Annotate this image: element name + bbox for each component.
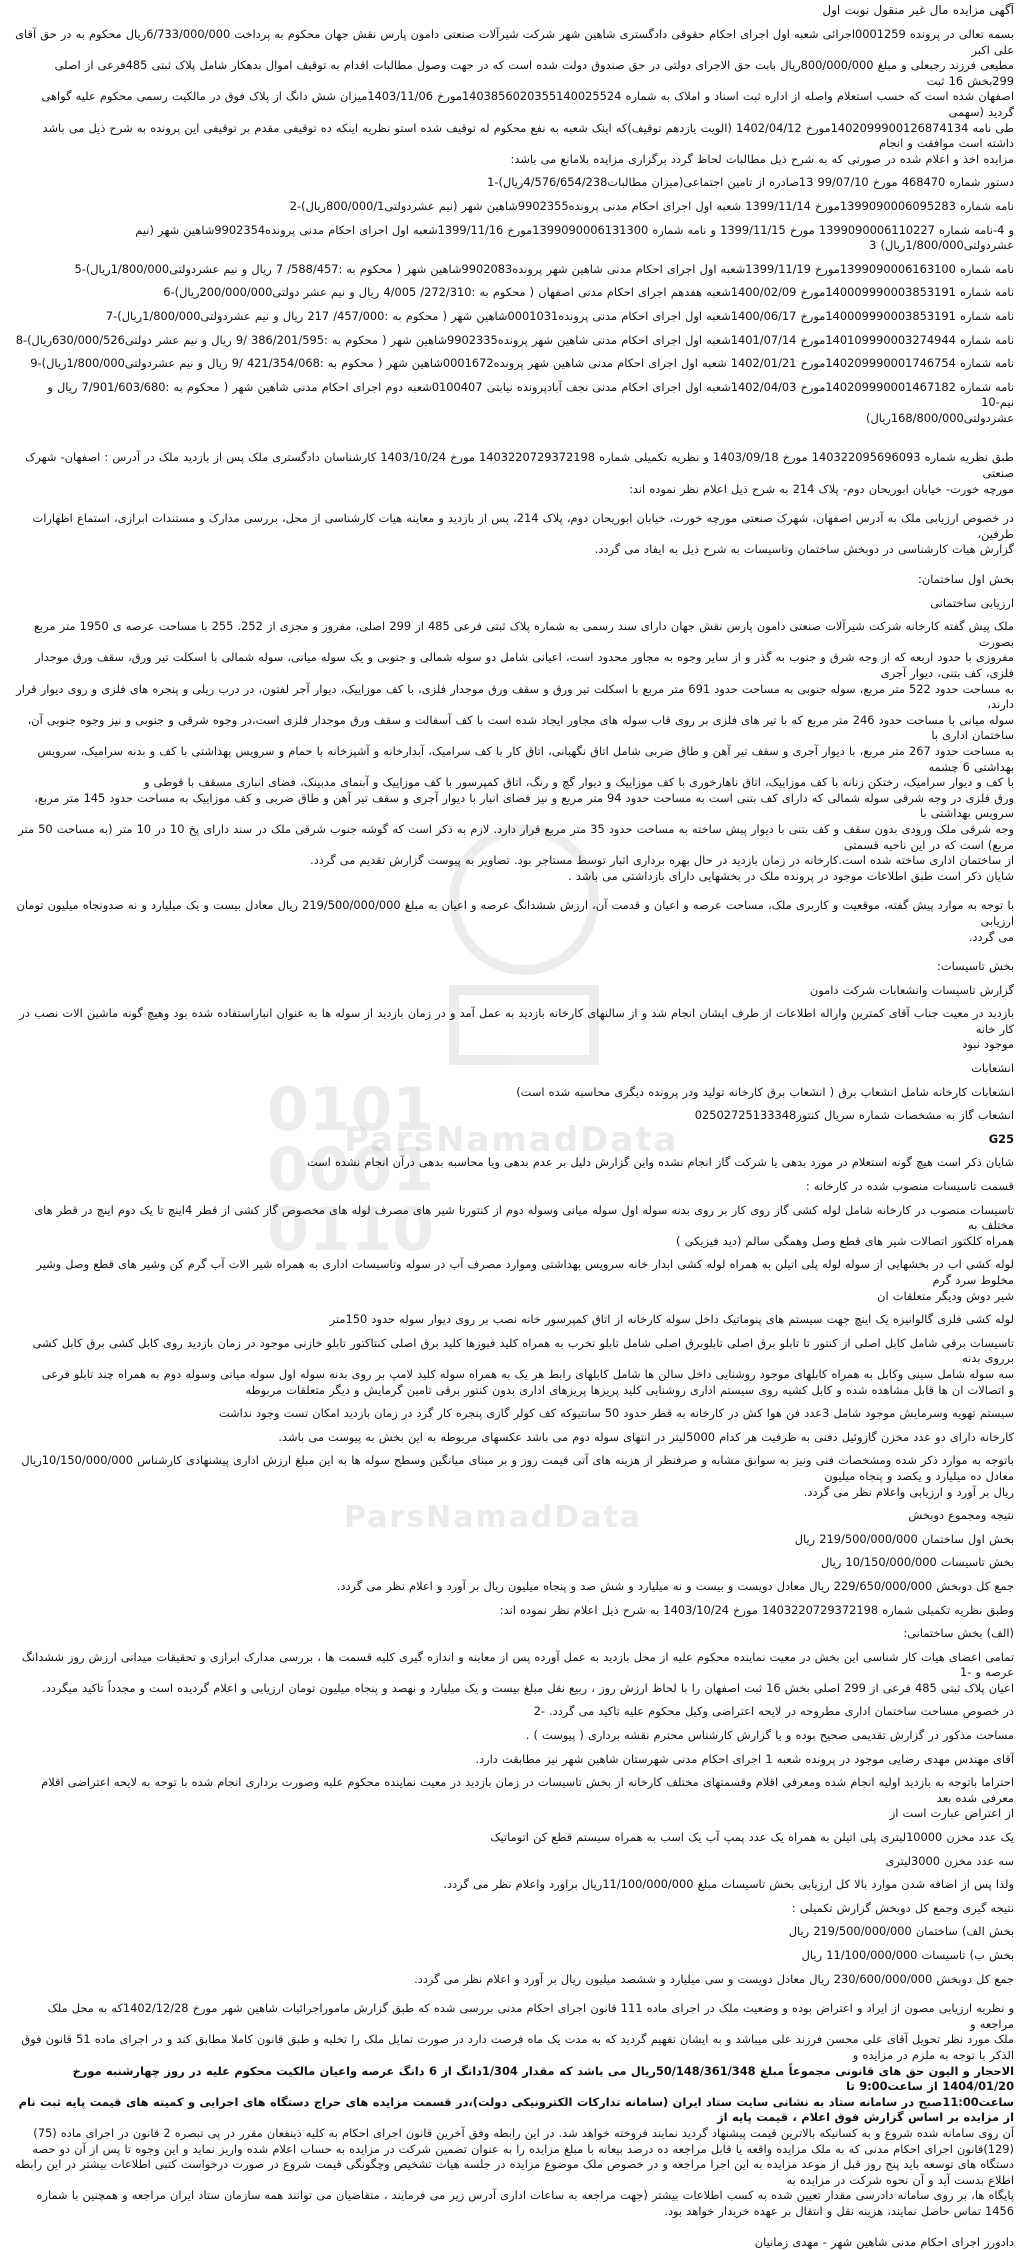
intro-line: طی نامه 1402099900126874134مورخ 1402/04/12 (الویت یازدهم توقیف)که اینک شعبه به نفع محکوم له توقیف شده استو نظریه اینکه ده توقیفی مقدم بر توقیفی این پرونده به شرح ذیل می باشد داشته است موافقت و انجام — [42, 120, 1014, 151]
supplementary-summary-total: جمع کل دوبخش 230/600/000/000 ریال معادل دویست و سی میلیارد و ششصد میلیون ریال بر آورد و اعلام نظر می گردد. — [414, 1971, 1014, 1986]
building-note: شایان ذکر است طبق اطلاعات موجود در پرونده ملک در بخشهایی دارای بازداشتی می باشد . — [568, 868, 1014, 883]
section-subheading: ارزیابی ساختمانی — [930, 595, 1014, 610]
installed-line: کارخانه دارای دو عدد مخزن گازوئیل دفنی به ظرفیت هر کدام 5000لیتر در انتهای سوله دوم می باشد عکسهای مربوطه به این بخش به پیوست می باشد. — [278, 1429, 1014, 1444]
supplementary-part-a2-line: در خصوص مساحت ساختمان اداری مطروحه در لایحه اعتراضی وکیل محکوم علیه تاکید می گردد. -2 — [533, 1704, 1014, 1719]
auction-line: ملک مورد نظر تحویل آقای علی محسن فرزند علی میباشد و به ایشان تفهیم گردید که به مدت یک ماه فرصت دارد در صورت تمایل ملک را تخلیه و طبق قانون کاملا مطابق کند و در اجرای ماده 51 قانون فوق الذکر با توجه به ملزم در مزایده و — [21, 2032, 1014, 2062]
supplementary-part-b-line: از اعتراض عبارت است از — [889, 1806, 1014, 1821]
supplementary-part-b-line: سه عدد مخزن 3000لیتری — [885, 1853, 1014, 1868]
installed-line: لوله کشی فلزی گالوانیزه یک اینچ جهت سیستم های پنوماتیک داخل سوله کارخانه از اتاق کمپرسور خانه نصب بر روی دیوار سوله حدود 150متر — [329, 1312, 1014, 1327]
building-description-line: به مساحت حدود 522 متر مربع، سوله جنوبی به مساحت حدود 691 متر مربع با اسکلت تیر ورق و سقف ورق موجدار فلزی، با کف موزاییک، دیوار آجر لفتون، در درب ریلی و پنجره های فلزی و روی دیوار قرار دارند، — [16, 681, 1014, 712]
intro-line: بسمه تعالی در پرونده 0001259اجرائی شعبه اول اجرای احکام حقوقی دادگستری شاهین شهر شرکت شیرآلات صنعتی دامون پارس نقش جهان محکوم به پرداخت 6/733/000/000ریال محکوم به در حق آقای علی اکبر — [15, 27, 1014, 57]
branch-item: G25 — [988, 1131, 1014, 1146]
installations-valuation-line: باتوجه به موارد ذکر شده ومشخصات فنی ونیز به سوابق مشابه و صرفنظر از هزینه های آتی قیمت روز و بر مبنای میانگین وسطح سوله ها به این مبلغ ارزش اداری پیشنهادی کارشناس 10/150/000/000ریال معادل ده میلیارد و یکصد و پنجاه میلیون — [21, 1453, 1014, 1483]
seizure-item: نامه شماره 140209990001746754مورخ 1402/01/21 شعبه اول اجرای احکام مدنی شاهین شهر پرونده0001672شاهین شهر ( محکوم به :421/354/068 /9 ریال و نیم عشردولتی1/800/000ریال)-9 — [30, 356, 1014, 371]
supplementary-part-a-heading: (الف) بخش ساختمانی: — [903, 1626, 1014, 1641]
building-description-line: با کف و دیوار سرامیک، رختکن زنانه با کف موزاییک، اتاق ناهارخوری با کف موزاییک و دیوار گچ و رنگ، اتاق کمپرسور با کف موزاییک و آبنمای مدبینک، فضای انباری مسقف با قوطی و — [144, 775, 1014, 790]
summary-building: بخش اول ساختمان 219/500/000/000 ریال — [794, 1531, 1014, 1546]
supplementary-part-a-line: اعیان پلاک ثبتی 485 فرعی از 299 اصلی بخش 16 ثبت اصفهان را با لحاظ ارزش روز ، ربیع نقل مبلغ بیست و یک میلیارد و نهصد و پنجاه میلیون تومان ارزیابی و اعلام گردیده است و مجدداً تاکید میگردد. — [42, 1680, 1014, 1695]
branch-item: انشعاب گاز به مشخصات شماره سریال کنتور02502725133348 — [694, 1108, 1014, 1123]
seizure-item: دستور شماره 468470 مورخ 99/07/10 13صادره از تامین اجتماعی(میزان مطالبات4/576/654/238ریال)-1 — [487, 175, 1014, 190]
svg-text:0001: 0001 — [267, 1135, 434, 1205]
supplementary-summary-heading: نتیجه گیری وجمع کل دوبخش گزارش تکمیلی : — [791, 1900, 1014, 1915]
document-page — [14, 0, 1014, 2249]
watermark-text: ParsNamadData — [344, 1120, 679, 1160]
document-title: آگهی مزایده مال غیر منقول نوبت اول — [822, 3, 1014, 17]
auction-line-emphasis: ساعت11:00صبح در سامانه ستاد به نشانی سایت ستاد ایران (سامانه تدارکات الکترونیکی دولت)،در قسمت مزایده های حراج دستگاه های اجرایی و کمیته های قیمت پایه ثبت نام از مزایده بر اساس گزارش فوق اعلام ، قیمت پایه از — [18, 2094, 1014, 2125]
supplementary-part-a-line: تمامی اعضای هیات کار شناسی این بخش در معیت نماینده محکوم علیه از محل بازدید به عمل آورده پس از معاینه و اندازه گیری کلیه قسمت ها ، بررسی مدارک ابرازی و تحقیقات میدانی ارزش روز ششدانگ عرصه و -1 — [21, 1649, 1014, 1680]
installations-visit-line: موجود نبود — [962, 1037, 1014, 1052]
installed-line: لوله کشی اب در بخشهایی از سوله لوله پلی اتیلن به همراه لوله کشی ابدار خانه سرویس بهداشتی وموارد مصرف آب در سوله وتاسیسات اداری به همراه شیر الات آب گرم کن وشیر های قطع وصل وشیر مخلوط سرد گرم — [36, 1257, 1014, 1287]
branch-item: انشعابات کارخانه شامل انشعاب برق ( انشعاب برق کارخانه تولید ودر پرونده دیگری محاسبه شده است) — [516, 1084, 1014, 1099]
installations-valuation-line: ریال بر آورد و ارزیابی واعلام نظر می گردد. — [803, 1484, 1014, 1499]
auction-line: (129)قانون اجرای احکام مدنی که به ملک مزایده واقعه یا قابل مراجعه ده درصد بیعانه با مبلغ مزایده را به عنوان تضمین شرکت در مزایده به حساب اعلام شده واریز نماید و این وجوه تا پس از آن دو حصه — [32, 2141, 1014, 2156]
auction-line: دستگاه های توسعه باید پنج روز قبل از موعد مزایده به این اجرا مراجعه و در خصوص ملک موضوع مزایده در جلسه هیات تشخیص وچگونگی قیمت شروع در صورت درخواست کتبی اطلاعات بیشتر در این رابطه اطلاع بدست آید و آن نحوه شرکت در مزایده به — [14, 2157, 1014, 2187]
installations-report-title: گزارش تاسیسات وانشعابات شرکت دامون — [809, 982, 1014, 997]
building-valuation-line: می گردد. — [968, 929, 1014, 944]
svg-text:0110: 0110 — [267, 1195, 434, 1265]
supplementary-summary-installations: بخش ب) تاسیسات 11/100/000/000 ریال — [801, 1948, 1014, 1962]
expert-detail-line: گزارش هیات کارشناسی در دوبخش ساختمان وتاسیسات به شرح ذیل به ایفاد می گردد. — [594, 542, 1014, 557]
supplementary-part-a2-line: مساحت مذکور در گزارش تقدیمی صحیح بوده و با گزارش کارشناس محترم نقشه برداری ( پیوست ) . — [525, 1728, 1014, 1743]
intro-block — [14, 27, 1014, 167]
auction-section — [14, 2001, 1014, 2219]
section-heading: بخش تاسیسات: — [937, 959, 1014, 974]
building-description-line: از ساختمان اداری ساخته شده است.کارخانه در زمان بازدید در حال بهره برداری اثبار توسط مستاجر بود. تصاویر به پیوست گزارش تقدیم می گردد. — [310, 853, 1014, 868]
seizure-item-continued: عشردولتی168/800/000ریال) — [866, 410, 1014, 425]
seizure-item: و 4-نامه شماره 1399090006110227 مورخ 1399/11/15 و نامه شماره 1399090006131300مورخ 1399/11/16شعبه اول اجرای احکام مدنی پرونده9902354شاهین شهر (نیم عشردولتی1/800/000ریال) 3 — [135, 222, 1014, 253]
intro-line: اصفهان شده است که حسب استعلام واصله از اداره ثبت اسناد و املاک به شماره 1403856020355140025524مورخ 1403/11/06میزان شش دانگ از پلاک فوق در مالکیت رسمی محکوم علیه گواهی گردید (سهمی — [41, 89, 1014, 119]
expert-detail-line: در خصوص ارزیابی ملک به آدرس اصفهان، شهرک صنعتی مورچه خورت، خیابان ابوریحان دوم، پلاک 214، پس از بازدید و معاینه هیات کارشناسی از محل، بررسی مدارک و مستندات ابرازی، استماع اظهارات طرفین، — [32, 511, 1014, 541]
building-description-line: سوله میانی با مساحت حدود 246 متر مربع که با تیر های فلزی بر روی قاب سوله های مجاور ایجاد شده است با کف آسفالت و سقف ورق موجدار فلزی است،در وجوه شرقی و جنوبی و نیز وجوه جنوبی آن، ساختمان اداری با — [27, 712, 1014, 743]
expert-detail — [14, 511, 1014, 558]
gas-note: شایان ذکر است هیچ گونه استعلام در مورد بدهی یا شرکت گاز انجام نشده واین گزارش دلیل بر عدم بدهی ویا محاسبه بدهی درآن انجام نشده است — [306, 1155, 1014, 1170]
installed-line: سه سوله شامل سینی وکابل به همراه کابلهای موجود روشنایی داخل سالن ها شامل کابلهای رابط هر یک به همراه سوله کلید لامپ بر روی بدنه سوله اول سوله میانی وسوله دوم به همراه چند تابلو فرعی — [41, 1366, 1014, 1381]
auction-line: آن روی سامانه شده شروع و به کسانیکه بالاترین قیمت پیشنهاد گردید نمایند فروخته خواهد شد. در این رابطه وفق آخرین قانون اجرای احکام به کلیه ذینفعان مقرر در پی تبصره 2 قانون در اجرای ماده (75) — [33, 2125, 1014, 2140]
building-description-line: مفروزی با حدود اربعه که از وجه شرق و جنوب به گذر و از سایر وجوه به مجاور محدود است، اعیانی شامل دو سوله شمالی و جنوبی و یک سوله میانی، سوله شمالی با اسکلت تیر ورق، سقف ورق موجدار فلزی، کف بتنی، دیوار آجری — [35, 650, 1014, 680]
supplementary-section — [14, 1603, 1014, 1988]
seizure-item: نامه شماره 140009990003853191مورخ 1400/02/09شعبه هفدهم اجرای احکام مدنی اصفهان ( محکوم به :272/310/ 4/005 ریال و نیم عشر دولتی200/000/000ریال)-6 — [163, 285, 1014, 300]
expert-intro-line: مورچه خورت- خیابان ابوریحان دوم- پلاک 214 به شرح ذیل اعلام نظر نموده اند: — [629, 481, 1014, 496]
installed-line: سیستم تهویه وسرمایش موجود شامل 3عدد فن هوا کش در کارخانه به قطر حدود 50 سانتیوکه کف کولر گازی پنجره کار گرد در زمان بازدید امکان تست وجود نداشت — [218, 1406, 1014, 1421]
installations-section — [14, 959, 1014, 1500]
summary-total: جمع کل دوبخش 229/650/000/000 ریال معادل دویست و بیست و نه میلیارد و شش صد و پنجاه میلیون ریال بر آورد و اعلام نظر می گردد. — [336, 1578, 1014, 1593]
seizure-item: نامه شماره 1399090006163100مورخ 1399/11/19شعبه اول اجرای احکام مدنی شاهین شهر پرونده9902083شاهین شهر ( محکوم به :588/457/ 7 ریال و نیم عشردولتی1/800/000ریال)-5 — [74, 261, 1014, 276]
installed-title: قسمت تاسیسات منصوب شده در کارخانه : — [805, 1179, 1014, 1194]
expert-intro-line: طبق نظریه شماره 140322095696093 مورخ 1403/09/18 و نظریه تکمیلی شماره 1403220729372198 مورخ 1403/10/24 کارشناسان دادگستری ملک پس از بازدید ملک در آدرس : اصفهان- شهرک صنعتی — [25, 450, 1014, 481]
supplementary-part-b-line: احتراما باتوجه به بازدید اولیه انجام شده ومعرفی اقلام وقسمتهای مختلف کارخانه از بخش تاسیسات در زمان بازدید در معیت نماینده محکوم علیه وصورت برداری انجام شده با توجه به لایحه اعتراضی اقلام معرفی شده بعد — [41, 1775, 1014, 1805]
building-description-line: ملک پیش گفته کارخانه شرکت شیرآلات صنعتی دامون پارس نقش جهان دارای سند رسمی به شماره پلاک ثبتی فرعی 485 از 299 اصلی، مفروز و مجزی از 252. 255 با مساحت عرصه ی 1950 متر مربع بصورت — [33, 619, 1014, 649]
supplementary-intro: وطبق نظریه تکمیلی شماره 1403220729372198 مورخ 1403/10/24 به شرح ذیل اعلام نظر نموده اند: — [499, 1602, 1014, 1617]
auction-line: و نظریه ارزیابی مصون از ایراد و اعتراض بوده و وضعیت ملک در اجرای ماده 111 قانون اجرای احکام مدنی بررسی شده که طبق گزارش ماموراجرائیات شاهین شهر مورخ 1402/12/28که به محل ملک مراجعه و — [47, 2001, 1014, 2031]
building-valuation-line: با توجه به موارد پیش گفته، موقعیت و کاربری ملک، مساحت عرصه و اعیان و قدمت آن، ارزش ششدانگ عرصه و اعیان به مبلغ 219/500/000/000 ریال معادل بیست و یک میلیارد و نه صدونجاه میلیون تومان ارزیابی — [16, 898, 1014, 928]
installed-line: تاسیسات برقی شامل کابل اصلی از کنتور تا تابلو برق اصلی تابلوبرق اصلی شامل تابلو تخرب به همراه کلید فیوزها کلید برق اصلی کنتاکتور تابلو خازنی موجود در زمان بازدید روی کابل کشی برق کابل کشی برروی بدنه — [32, 1335, 1014, 1366]
supplementary-part-b-line: ولذا پس از اضافه شدن موارد بالا کل ارزیابی بخش تاسیسات مبلغ 11/100/000/000ریال براورد واعلام نظر می گردد. — [443, 1877, 1014, 1892]
building-description-line: به مساحت حدود 267 متر مربع، با دیوار آجری و سقف تیر آهن و طاق ضربی شامل اتاق نگهبانی، اتاق کار با کف سرامیک، آبدارخانه و آشپزخانه با حمام و سرویس بهداشتی با کف و بدنه سرامیک، سرویس بهداشتی 6 چشمه — [37, 743, 1014, 774]
supplementary-part-b-intro: آقای مهندس مهدی رضایی موجود در پرونده شعبه 1 اجرای احکام مدنی شهرستان شاهین شهر نیز مطابقت دارد. — [475, 1751, 1014, 1766]
auction-line-emphasis: الاحجار و الیون حق های قانونی مجموعاً مبلغ 50/148/361/348ریال می باشد که مقدار 1/304دانگ از 6 دانگ عرصه واعیان مالکیت محکوم علیه در روز چهارشنبه مورخ 1404/01/20 از ساعت9:00 تا — [72, 2063, 1014, 2094]
summary-heading: نتیجه ومجموع دوبخش — [908, 1508, 1014, 1523]
branches-title: انشعابات — [971, 1061, 1014, 1076]
installed-line: همراه کلکتور اتصالات شیر های قطع وصل وهمگی سالم (دید فیزیکی ) — [675, 1233, 1014, 1248]
auction-line: پایگاه ها، بر روی سامانه دادرسی مقدار تعیین شده به کسب اطلاعات بیشتر (جهت مراجعه به ساعات اداری آدرس زیر می فرمایند ، متقاضیان می توانند همه سازمان ستاد ایران مراجعه و همچنین با شماره 1456 تماس حاصل نمایند، هزینه نقل و انتقال بر عهده خریدار خواهد بود. — [36, 2188, 1014, 2218]
building-section — [14, 572, 1014, 945]
expert-intro — [14, 450, 1014, 497]
building-description-line: ورق فلزی در وجه شرقی سوله شمالی که دارای کف بتنی است به مساحت حدود 94 متر مربع و نیز فضای انبار با دیوار آجری و سقف تیر آهن و طاق ضربی و کف موزاییک به مساحت حدود 145 متر مربع، سرویس بهداشتی با — [34, 790, 1014, 821]
seizure-item: نامه شماره 140009990003853191مورخ 1400/06/17شعبه اول اجرای احکام مدنی پرونده0001031شاهین شهر ( محکوم به :457/000/ 217 ریال و نیم عشردولتی1/800/000ریال)-7 — [105, 308, 1014, 323]
seizures-list — [14, 175, 1014, 426]
installed-line: شیر دوش ودیگر متعلقات ان — [877, 1288, 1014, 1303]
section-heading: بخش اول ساختمان: — [918, 572, 1014, 587]
installed-line: و اتصالات ان ها قابل مشاهده شده و کابل کشیه روی سیستم اداری روشنایی کلید پریزها پریزهای اداری بدون کنتور برقی تامین گرمایش و دیگر متعلقات مربوطه — [245, 1382, 1014, 1397]
svg-text:0101: 0101 — [267, 1075, 434, 1145]
summary-installations: بخش تاسیسات 10/150/000/000 ریال — [820, 1555, 1014, 1570]
seizure-item: نامه شماره 140109990003274944مورخ 1401/07/14شعبه اول اجرای احکام مدنی شاهین شهر پرونده9902335شاهین شهر ( محکوم به :386/201/595 /9 ریال و نیم عشر دولتی630/000/526ریال)-8 — [15, 332, 1014, 347]
building-description-line: وجه شرقی ملک ورودی بدون سقف و کف بتنی با دیوار پیش ساخته به مساحت حدود 35 متر مربع قرار دارد. لازم به ذکر است که گوشه جنوب شرقی ملک در سند دارای پخ 10 در 10 متر (به مساحت 50 متر مربع) است که در این ناحیه قسمتی — [18, 821, 1014, 852]
supplementary-summary-building: بخش الف) ساختمان 219/500/000/000 ریال — [788, 1924, 1014, 1939]
installed-line: تاسیسات منصوب در کارخانه شامل لوله کشی گاز روی کار بر روی بدنه سوله اول سوله میانی وسوله دوم از کنتورتا شیر های مصرف لوله های مخصوص گاز کشی از قطر 4اینچ تا یک دوم اینچ در قطر های مختلف به — [34, 1202, 1014, 1233]
intro-line: مزایده اخذ و اعلام شده در صورتی که به شرح ذیل مطالبات لحاظ گردد برگزاری مزایده بلامانع می باشد: — [510, 151, 1014, 166]
seizure-item: نامه شماره 1399090006095283مورخ 1399/11/14 شعبه اول اجرای احکام مدنی پرونده9902355شاهین شهر (نیم عشردولتی800/000/1ریال)-2 — [289, 198, 1014, 213]
installations-visit-line: بازدید در معیت جناب آقای کمترین واراله اطلاعات از طرف ایشان انجام شد و از سالنهای کارخانه بازدید به عمل آمد و در زمان بازدید از سوله ها به عنوان انباراستفاده شده بود وهیچ گونه ماشین الات نصب در کار خانه — [19, 1006, 1014, 1036]
signature: دادورز اجرای احکام مدنی شاهین شهر - مهدی زمانیان — [754, 2234, 1014, 2249]
watermark-text-lower: ParsNamadData — [344, 1500, 643, 1535]
seizure-item: نامه شماره 140209990001467182مورخ 1402/04/03شعبه اول اجرای احکام مدنی نجف آبادپرونده نیابتی 0100407شعبه دوم اجرای احکام مدنی شاهین شهر ( محکوم به :7/901/603/680 ریال و نیم-10 — [47, 379, 1014, 410]
intro-line: مطیعی فرزند رجبعلی و مبلغ 800/000/000ریال بابت حق الاجرای دولتی در حق صندوق دولت شده است که در جهت وصول مطالبات اقدام به توقیف اموال بدهکار شامل پلاک ثبتی 485فرعی از اصلی 299بخش 16 ثبت — [54, 58, 1014, 88]
supplementary-part-b-line: یک عدد مخزن 10000لیتری پلی اتیلن به همراه یک عدد پمپ آب یک اسب به همراه سیستم قطع کن اتوماتیک — [490, 1830, 1014, 1845]
